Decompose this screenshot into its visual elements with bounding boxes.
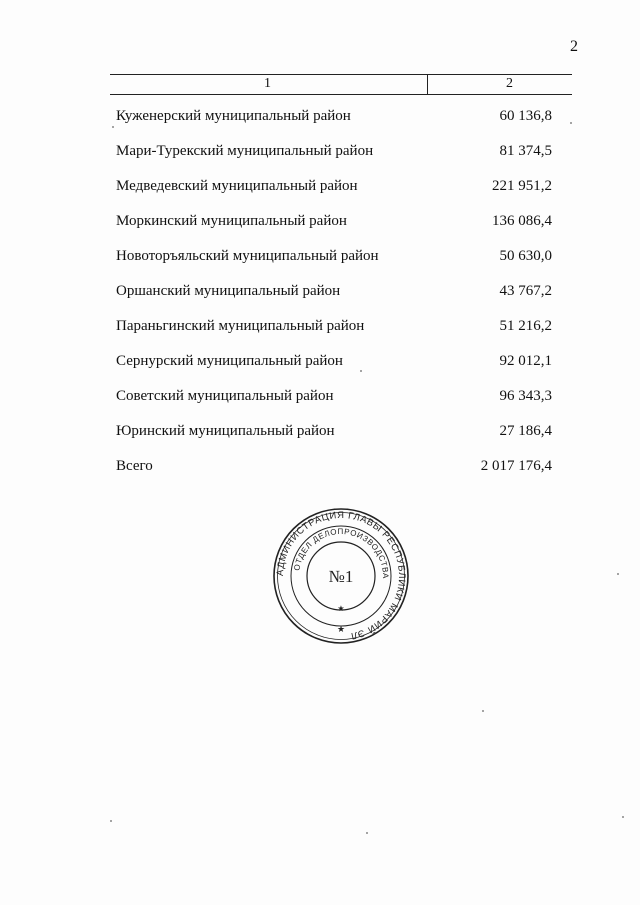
district-name: Юринский муниципальный район xyxy=(116,423,335,439)
table-row xyxy=(0,283,640,307)
district-name: Новоторъяльский муниципальный район xyxy=(116,248,379,264)
column-header-1: 1 xyxy=(264,76,271,91)
scan-speck xyxy=(112,126,114,128)
column-header-2: 2 xyxy=(506,76,513,91)
district-value: 96 343,3 xyxy=(499,388,552,404)
district-name: Сернурский муниципальный район xyxy=(116,353,343,369)
table-row xyxy=(0,213,640,237)
table-row xyxy=(0,388,640,412)
scan-speck xyxy=(482,710,484,712)
header-bottom-rule xyxy=(110,94,572,95)
table-row xyxy=(0,318,640,342)
district-value: 81 374,5 xyxy=(499,143,552,159)
page-number: 2 xyxy=(570,38,578,55)
table-row xyxy=(0,108,640,132)
stamp-center-number: №1 xyxy=(328,567,354,586)
district-value: 92 012,1 xyxy=(499,353,552,369)
scan-speck xyxy=(110,820,112,822)
district-value: 136 086,4 xyxy=(492,213,552,229)
stamp-outer-text: АДМИНИСТРАЦИЯ ГЛАВЫ РЕСПУБЛИКИ МАРИЙ ЭЛ xyxy=(274,509,408,642)
total-label: Всего xyxy=(116,458,153,474)
total-row xyxy=(0,458,640,482)
district-value: 43 767,2 xyxy=(499,283,552,299)
stamp-inner-text: ОТДЕЛ ДЕЛОПРОИЗВОДСТВА xyxy=(292,526,391,579)
scan-speck xyxy=(622,816,624,818)
district-value: 60 136,8 xyxy=(499,108,552,124)
scan-speck xyxy=(617,573,619,575)
district-name: Моркинский муниципальный район xyxy=(116,213,347,229)
district-value: 221 951,2 xyxy=(492,178,552,194)
district-name: Оршанский муниципальный район xyxy=(116,283,341,299)
district-value: 50 630,0 xyxy=(499,248,552,264)
district-name: Медведевский муниципальный район xyxy=(116,178,358,194)
district-name: Мари-Турекский муниципальный район xyxy=(116,143,374,159)
header-top-rule xyxy=(110,74,572,75)
table-row xyxy=(0,423,640,447)
total-value: 2 017 176,4 xyxy=(480,458,552,474)
office-stamp xyxy=(272,507,410,645)
table-row xyxy=(0,353,640,377)
district-value: 27 186,4 xyxy=(499,423,552,439)
header-column-divider xyxy=(427,74,428,94)
star-icon: ★ xyxy=(337,604,345,613)
table-row xyxy=(0,248,640,272)
star-icon: ★ xyxy=(336,624,346,634)
district-name: Параньгинский муниципальный район xyxy=(116,318,365,334)
scan-speck xyxy=(366,832,368,834)
district-value: 51 216,2 xyxy=(499,318,552,334)
table-row xyxy=(0,178,640,202)
table-row xyxy=(0,143,640,167)
scan-speck xyxy=(570,122,572,124)
district-name: Советский муниципальный район xyxy=(116,388,334,404)
scan-speck xyxy=(360,370,362,372)
district-name: Куженерский муниципальный район xyxy=(116,108,351,124)
